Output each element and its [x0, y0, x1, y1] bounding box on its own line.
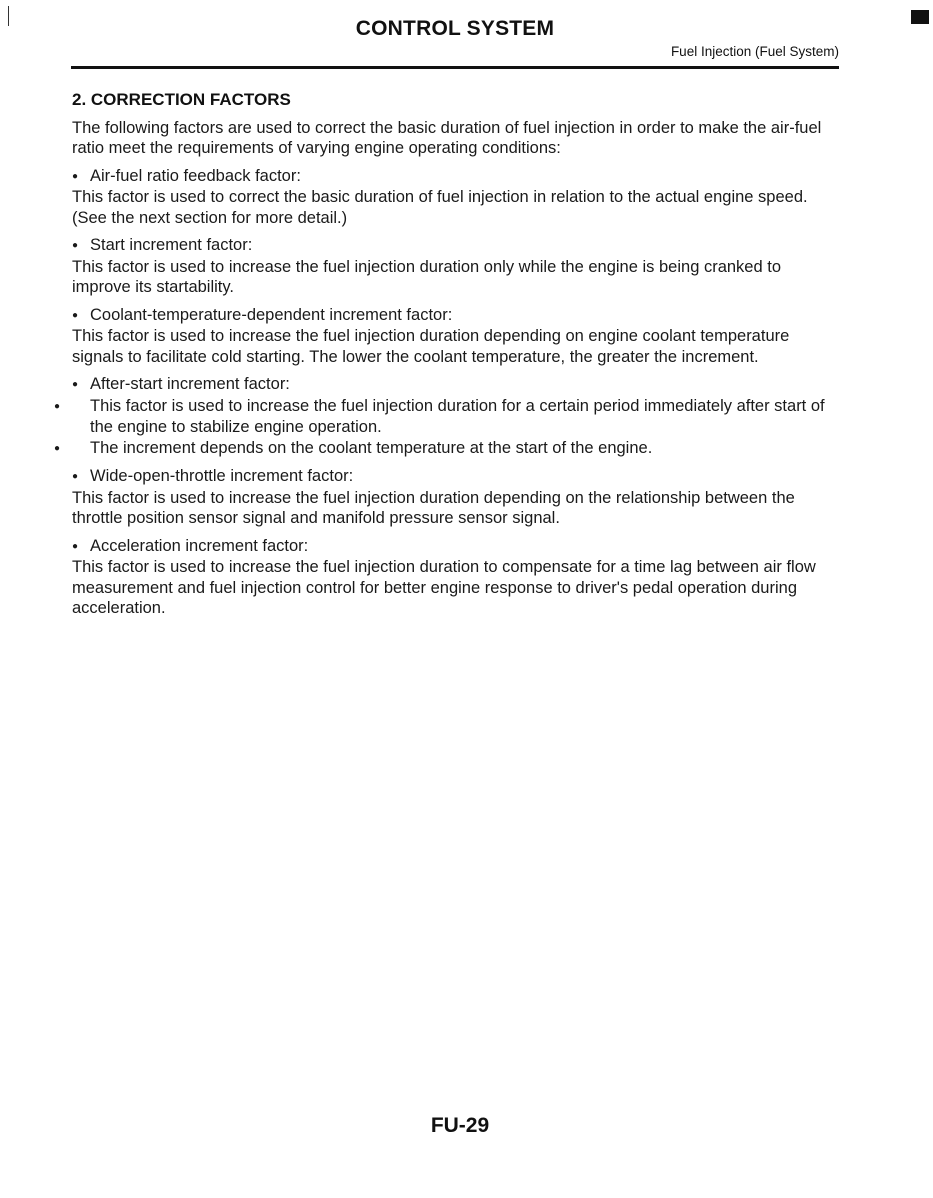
sub-bullet-text: The increment depends on the coolant temperature at the start of the engine. [90, 438, 653, 457]
factor-title: ● Start increment factor: [72, 235, 844, 257]
factor-wide-open-throttle-increment [72, 466, 844, 529]
factor-description: This factor is used to increase the fuel injection duration to compensate for a time lag between air flow measurement and fuel injection control for better engine response to driver's pedal operation during acceleration. [72, 558, 816, 617]
sub-bullet-text: This factor is used to increase the fuel injection duration for a certain period immediately after start of the engine to stabilize engine operation. [90, 396, 825, 436]
intro-paragraph: The following factors are used to correct the basic duration of fuel injection in order to make the air-fuel ratio meet the requirements of varying engine operating conditions: [72, 118, 822, 157]
factor-title: ● After-start increment factor: [72, 374, 844, 396]
factor-after-start-increment [72, 374, 844, 459]
document-body [72, 90, 844, 626]
sub-bullet-item [90, 438, 844, 460]
sub-bullet-item [90, 396, 844, 438]
factor-title: ● Air-fuel ratio feedback factor: [72, 166, 844, 188]
page-title: CONTROL SYSTEM [355, 17, 555, 40]
factor-start-increment [72, 235, 844, 298]
factor-acceleration-increment [72, 536, 844, 619]
factor-coolant-temperature-increment [72, 305, 844, 368]
corner-tab-marker [911, 10, 929, 24]
sub-bullet-list [72, 396, 844, 460]
factor-title: ● Wide-open-throttle increment factor: [72, 466, 844, 488]
factor-description: This factor is used to increase the fuel injection duration depending on the relationship between the throttle position sensor signal and manifold pressure sensor signal. [72, 488, 795, 527]
page-subtitle: Fuel Injection (Fuel System) [670, 44, 839, 59]
section-heading: 2. CORRECTION FACTORS [72, 90, 291, 109]
factor-description: This factor is used to increase the fuel injection duration only while the engine is being cranked to improve its startability. [72, 257, 782, 296]
factor-description: This factor is used to correct the basic duration of fuel injection in relation to the actual engine speed. (See the next section for more detail.) [72, 188, 808, 227]
header-divider [71, 66, 839, 69]
factor-air-fuel-ratio-feedback [72, 166, 844, 229]
factor-title: ● Coolant-temperature-dependent increment factor: [72, 305, 844, 327]
page-number: FU-29 [430, 1114, 490, 1137]
factor-description: This factor is used to increase the fuel injection duration depending on engine coolant temperature signals to facilitate cold starting. The lower the coolant temperature, the greater the increment. [72, 327, 790, 366]
factor-title: ● Acceleration increment factor: [72, 536, 844, 558]
